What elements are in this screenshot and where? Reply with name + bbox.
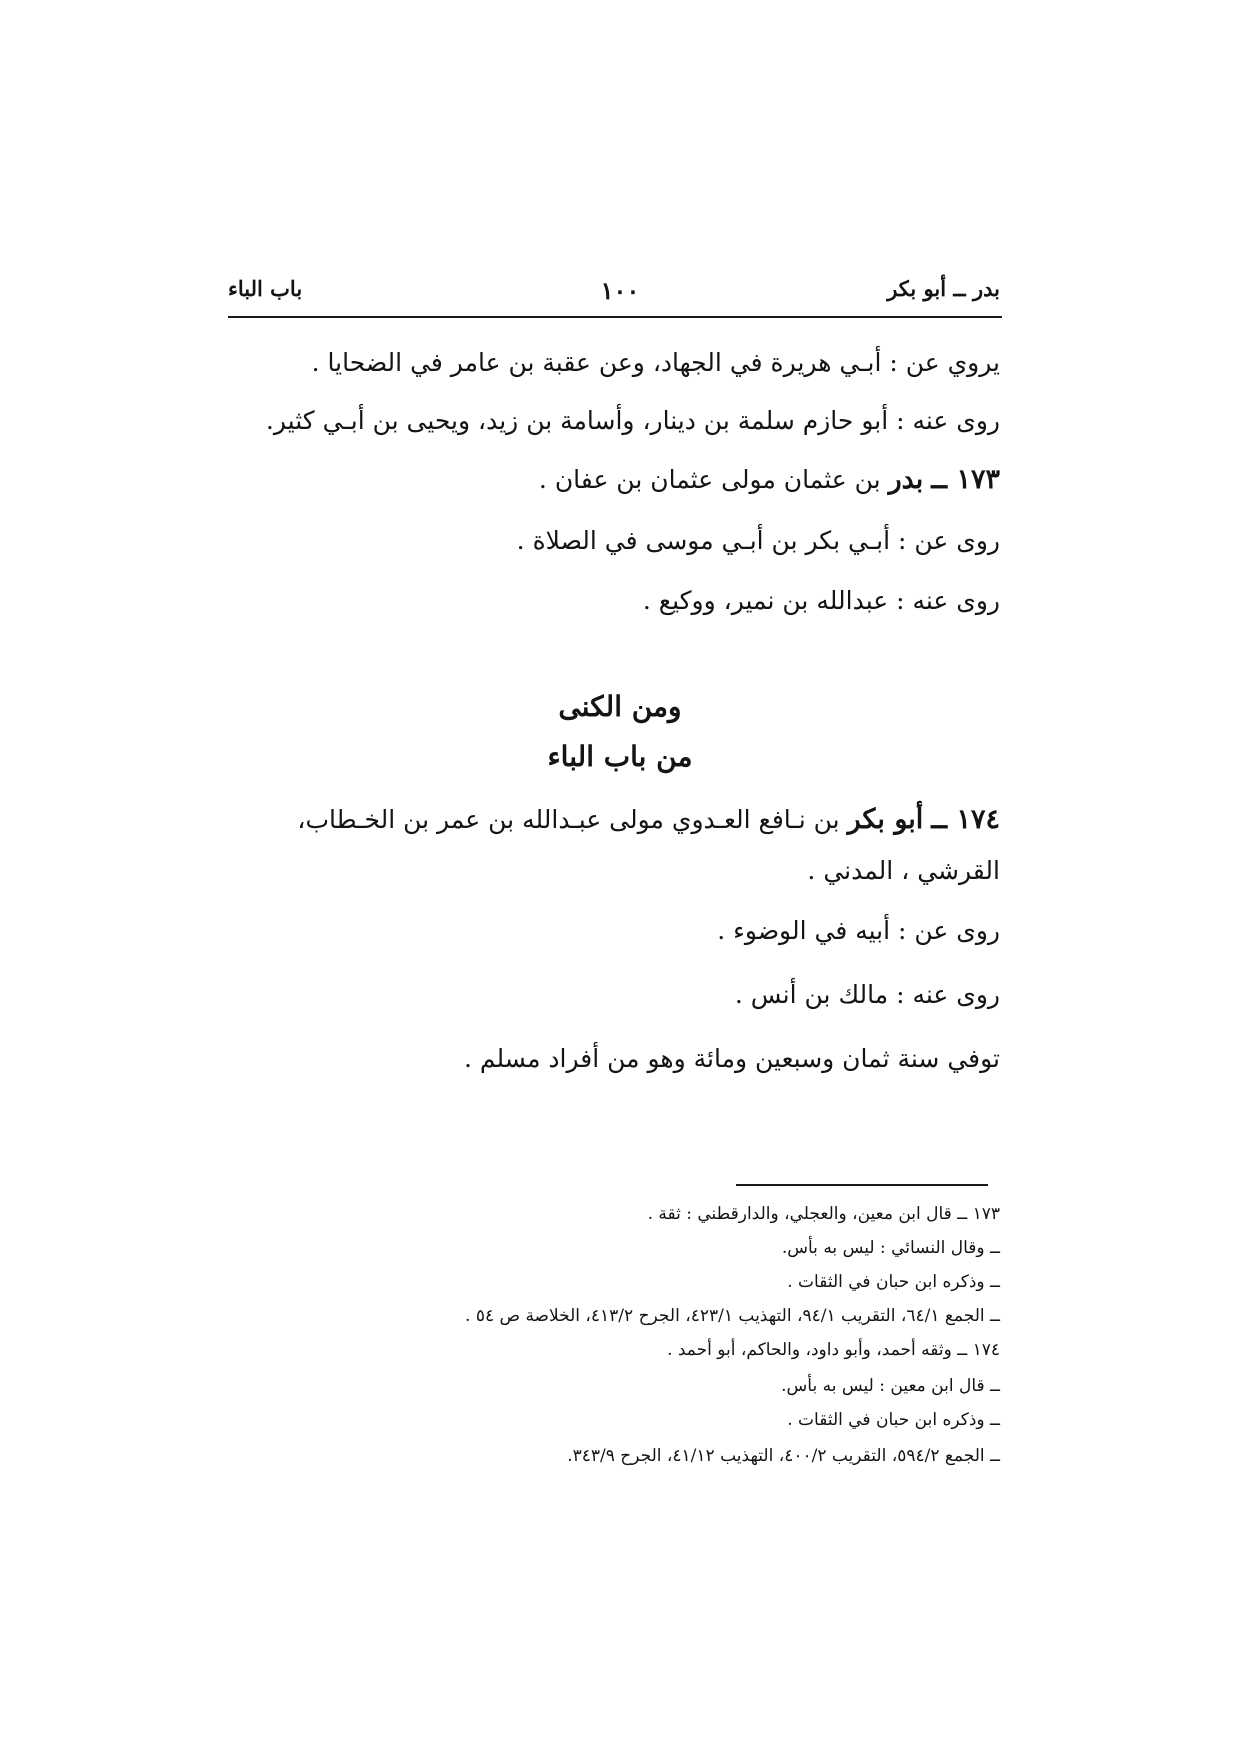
entry-174-death-note: توفي سنة ثمان وسبعين ومائة وهو من أفراد مسلم .: [463, 1044, 1000, 1073]
entry-173-lineage: بن عثمان مولى عثمان بن عفان .: [538, 465, 881, 494]
footnote-line: ١٧٣ ــ قال ابن معين، والعجلي، والدارقطني : ثقة .: [647, 1204, 1000, 1224]
narrates-from-line: يروي عن : أبـي هريرة في الجهاد، وعن عقبة بن عامر في الضحايا .: [311, 348, 1000, 377]
entry-174-lineage: بن نـافع العـدوي مولى عبـدالله بن عمر بن الخـطاب،: [297, 805, 840, 834]
running-header-right: بدر ــ أبو بكر: [887, 276, 1000, 301]
footnote-line: ــ وذكره ابن حبان في الثقات .: [787, 1410, 1000, 1430]
entry-173-heading: [539, 464, 1000, 495]
footnote-line: ــ وذكره ابن حبان في الثقات .: [787, 1272, 1000, 1292]
page-number: ١٠٠: [600, 276, 640, 305]
entry-174-number: ١٧٤ ــ: [931, 804, 1000, 835]
entry-174-narrates-from: روى عن : أبيه في الوضوء .: [717, 916, 1000, 945]
narrated-by-line: روى عنه : أبو حازم سلمة بن دينار، وأسامة بن زيد، ويحيى بن أبـي كثير.: [265, 406, 1000, 435]
footnote-line: ــ وقال النسائي : ليس به بأس.: [781, 1238, 1000, 1258]
footnote-line: ــ الجمع ٦٤/١، التقريب ٩٤/١، التهذيب ٤٢٣/١، الجرح ٤١٣/٢، الخلاصة ص ٥٤ .: [465, 1306, 1000, 1326]
entry-174-nisba: القرشي ، المدني .: [807, 856, 1000, 885]
footnote-line: ١٧٤ ــ وثقه أحمد، وأبو داود، والحاكم، أبو أحمد .: [667, 1340, 1000, 1360]
footnote-rule: [736, 1184, 988, 1186]
entry-173-narrated-by: روى عنه : عبدالله بن نمير، ووكيع .: [642, 586, 1000, 615]
header-rule: [228, 316, 1002, 318]
entry-174-name: أبو بكر: [847, 804, 924, 835]
entry-174-heading: [297, 804, 1000, 835]
footnote-line: ــ قال ابن معين : ليس به بأس.: [781, 1376, 1000, 1396]
entry-173-narrates-from: روى عن : أبـي بكر بن أبـي موسى في الصلاة .: [516, 526, 1000, 555]
entry-173-number: ١٧٣ ــ: [931, 464, 1000, 495]
running-header-left: باب الباء: [228, 276, 303, 301]
section-subtitle-ba: من باب الباء: [547, 740, 693, 773]
entry-173-name: بدر: [888, 464, 924, 495]
footnote-line: ــ الجمع ٥٩٤/٢، التقريب ٤٠٠/٢، التهذيب ٤١/١٢، الجرح ٣٤٣/٩.: [567, 1446, 1000, 1466]
section-title-kunya: ومن الكنى: [558, 690, 682, 723]
entry-174-narrated-by: روى عنه : مالك بن أنس .: [734, 980, 1000, 1009]
